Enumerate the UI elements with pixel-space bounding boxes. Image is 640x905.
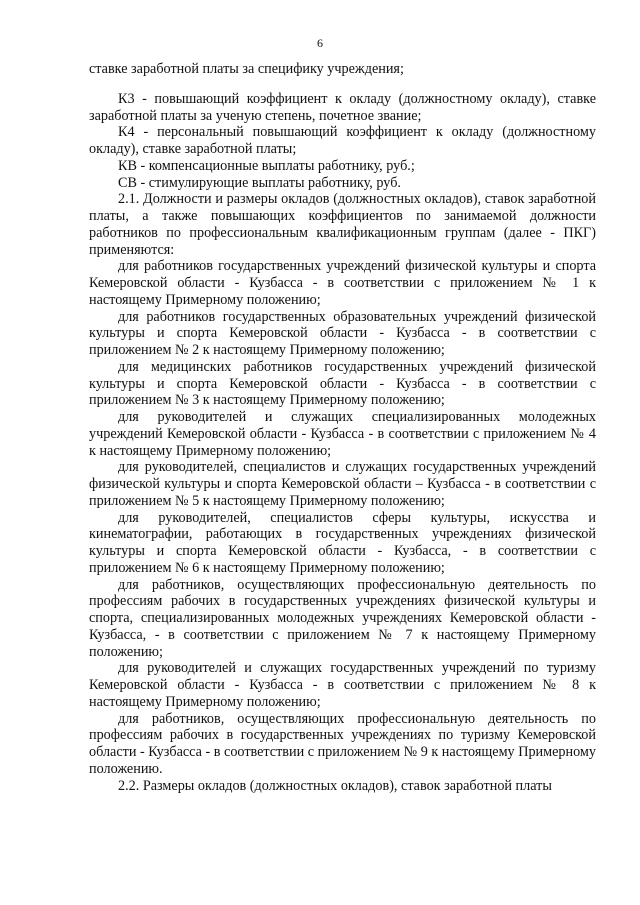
paragraph-sv-definition: СВ - стимулирующие выплаты работнику, руб. [118,174,401,191]
document-body [89,61,596,794]
paragraph-continuation: ставке заработной платы за специфику учреждения; [89,61,404,77]
paragraph-k3-definition: К3 - повышающий коэффициент к окладу (должностному окладу), ставке заработной платы за ученую степень, почетное звание; [89,90,596,124]
paragraph-appendix-4: для руководителей и служащих специализированных молодежных учреждений Кемеровской области - Кузбасса - в соответствии с приложением № 4 к настоящему Примерному положению; [89,409,596,459]
paragraph-section-2-1: 2.1. Должности и размеры окладов (должностных окладов), ставок заработной платы, а также повышающих коэффициентов по занимаемой должности работников по профессиональным квалификационным группам (далее - ПКГ) применяются: [89,191,596,258]
paragraph-appendix-7: для работников, осуществляющих профессиональную деятельность по профессиям рабочих в государственных учреждениях физической культуры и спорта, специализированных молодежных учреждениях Кемеровской области - Кузбасса, - в соответствии с приложением № 7 к настоящему Примерному положению; [89,576,596,660]
paragraph-appendix-9: для работников, осуществляющих профессиональную деятельность по профессиям рабочих в государственных учреждениях по туризму Кемеровской области - Кузбасса - в соответствии с приложением № 9 к настоящему Примерному положению. [89,710,596,777]
paragraph-appendix-5: для руководителей, специалистов и служащих государственных учреждений физической культуры и спорта Кемеровской области – Кузбасса - в соответствии с приложением № 5 к настоящему Примерному положению; [89,459,596,509]
paragraph-appendix-3: для медицинских работников государственных учреждений физической культуры и спорта Кемеровской области - Кузбасса - в соответствии с приложением № 3 к настоящему Примерному положению; [89,358,596,409]
paragraph-kv-definition: КВ - компенсационные выплаты работнику, руб.; [118,157,415,174]
paragraph-appendix-2: для работников государственных образовательных учреждений физической культуры и спорта Кемеровской области - Кузбасса - в соответствии с приложением № 2 к настоящему Примерному положению; [89,308,596,358]
paragraph-appendix-6: для руководителей, специалистов сферы культуры, искусства и кинематографии, работающих в государственных учреждениях физической культуры и спорта Кемеровской области - Кузбасса, - в соответствии с приложением № 6 к настоящему Примерному положению; [89,509,596,576]
paragraph-section-2-2: 2.2. Размеры окладов (должностных окладов), ставок заработной платы [118,777,552,794]
paragraph-k4-definition: К4 - персональный повышающий коэффициент к окладу (должностному окладу), ставке заработной платы; [89,124,596,157]
paragraph-appendix-8: для руководителей и служащих государственных учреждений по туризму Кемеровской области - Кузбасса - в соответствии с приложением № 8 к настоящему Примерному положению; [89,660,596,710]
paragraph-appendix-1: для работников государственных учреждений физической культуры и спорта Кемеровской области - Кузбасса - в соответствии с приложением № 1 к настоящему Примерному положению; [89,258,596,308]
page-number: 6 [317,36,323,50]
